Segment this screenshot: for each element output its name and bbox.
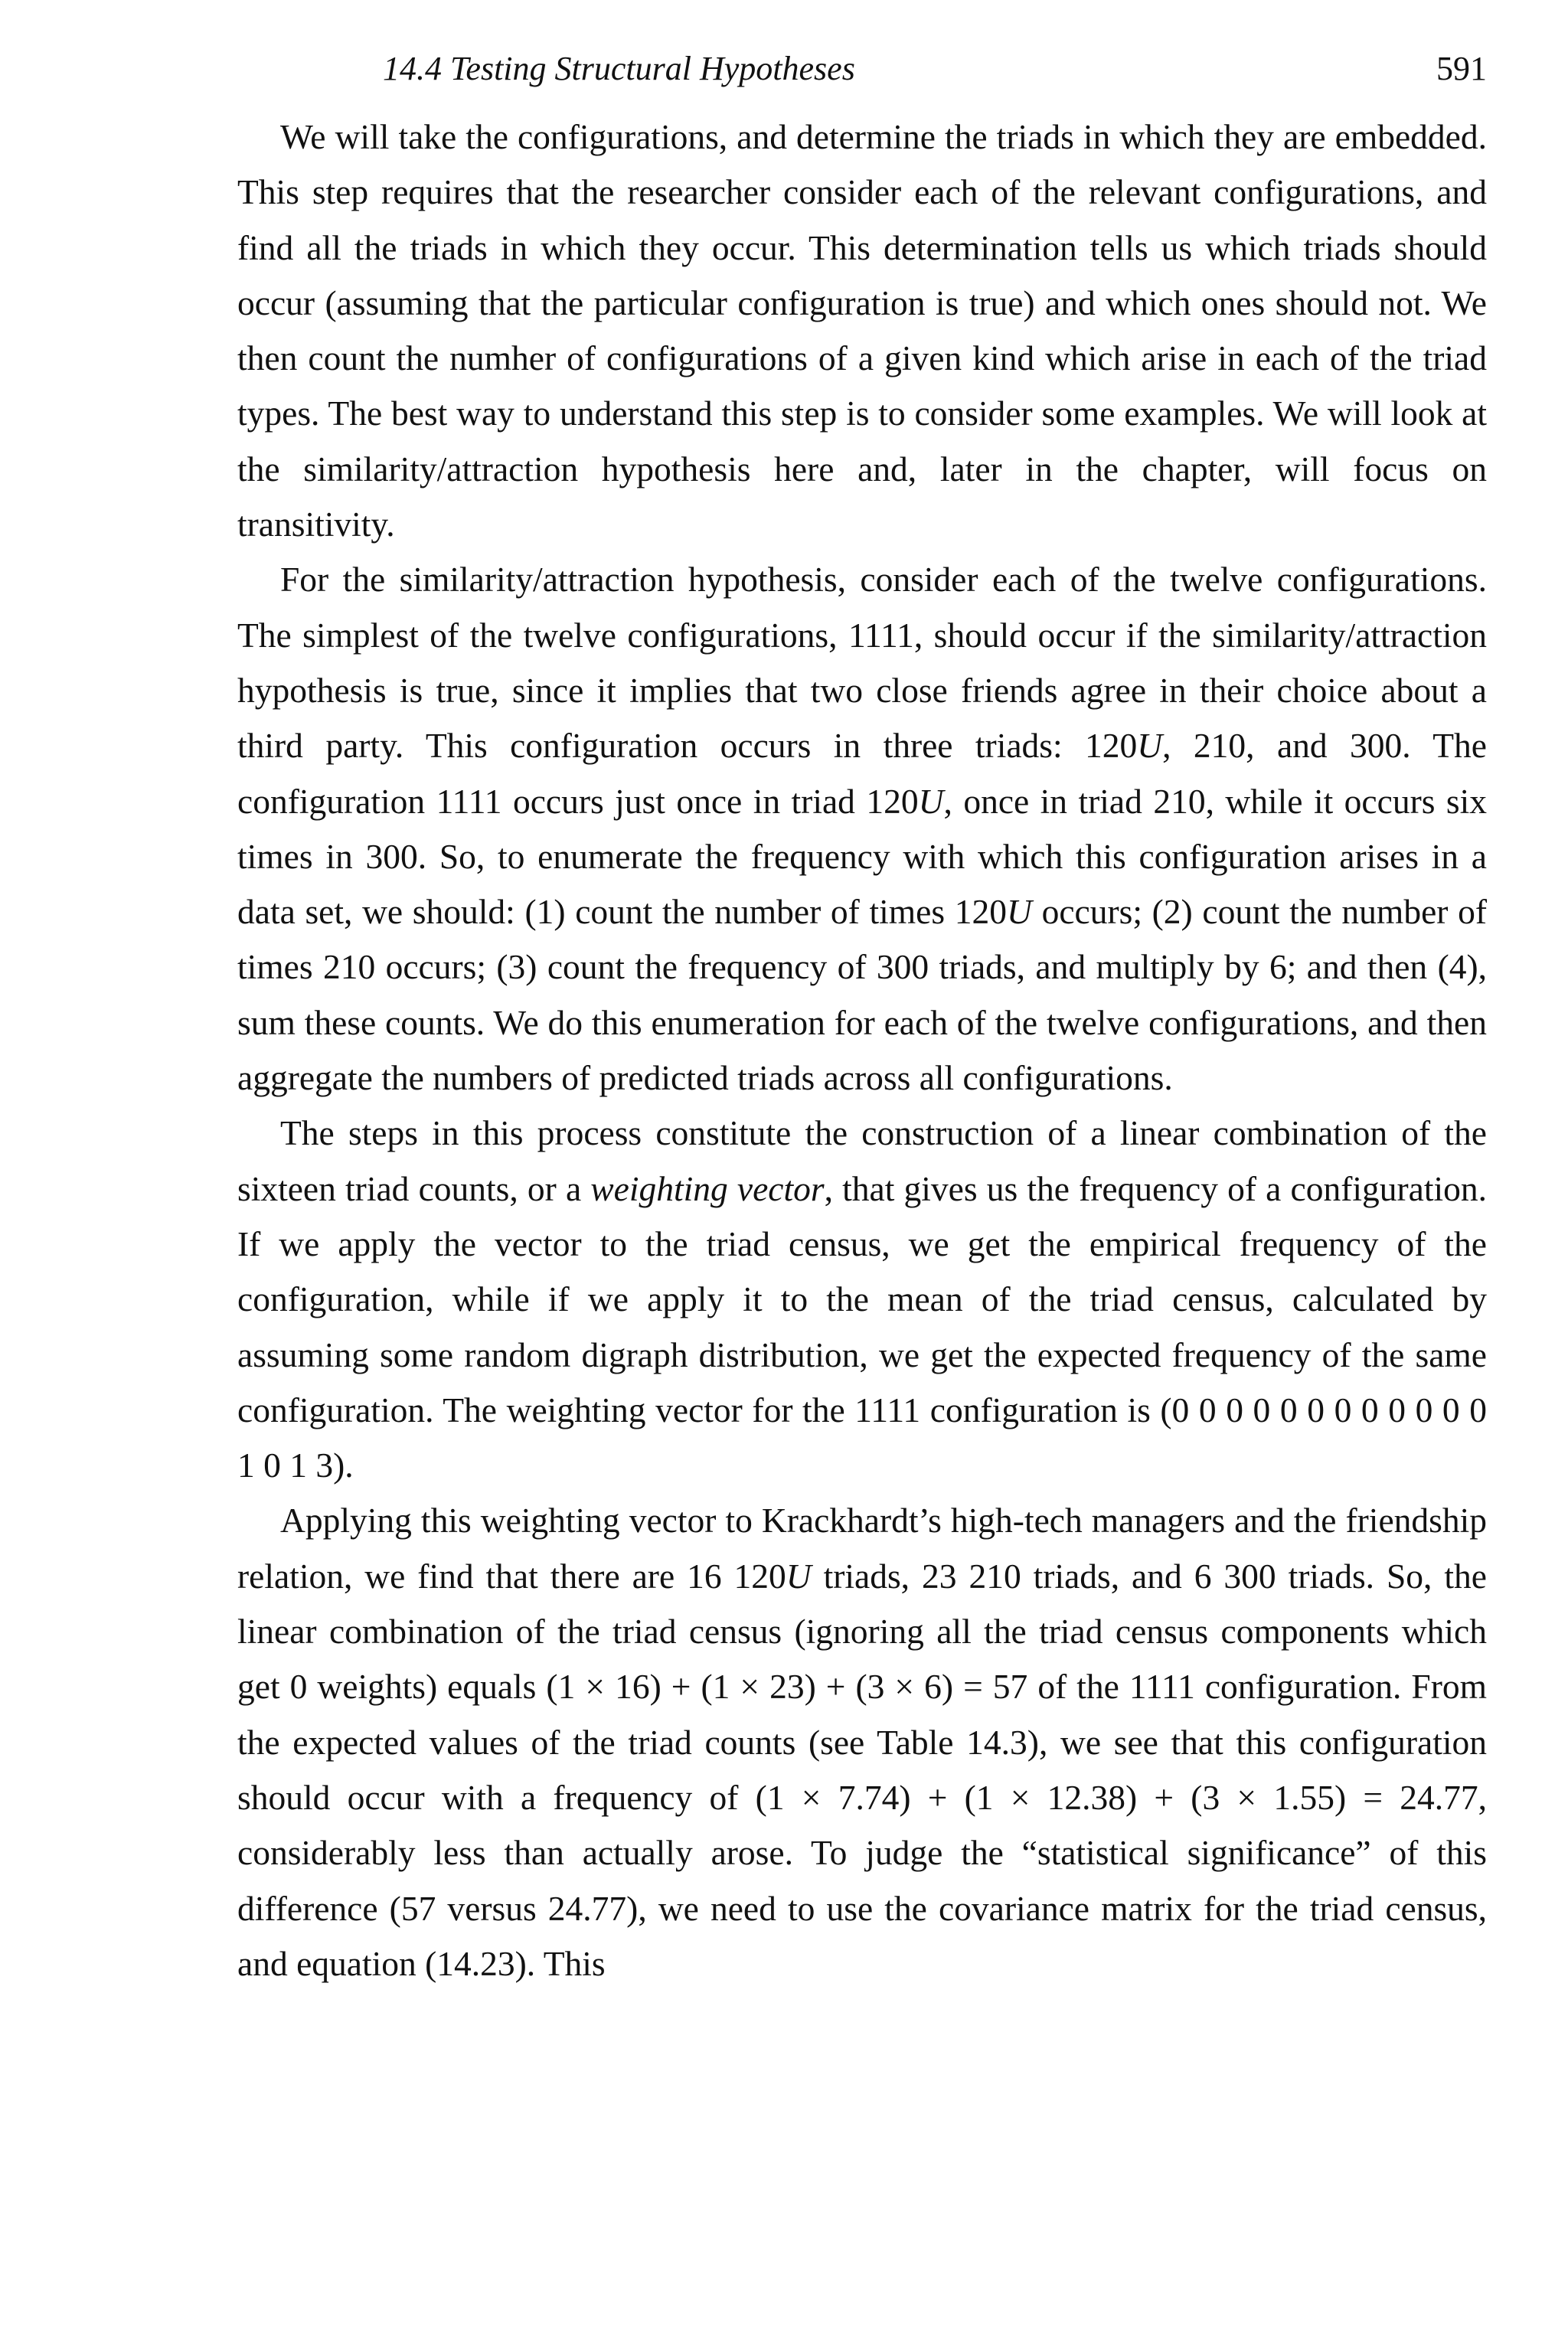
- italic-text-run: U: [786, 1556, 812, 1596]
- text-run: For the similarity/attraction hypothesis, consider each of the twelve configurations. The simplest of the twelve configurations, 1111, should occur if the similarity/attraction hypothesis is true, since it implies that two close friends agree in their choice about a third party. This configuration occurs in three triads: 120: [237, 560, 1487, 766]
- running-head: [237, 42, 1487, 96]
- italic-text-run: U: [1137, 726, 1163, 766]
- running-title: 14.4 Testing Structural Hypotheses: [383, 50, 855, 87]
- text-run: , that gives us the frequency of a configuration. If we apply the vector to the triad census, we get the empirical frequency of the configuration, while if we apply it to the mean of the triad census, calculated by assuming some random digraph distribution, we get the expected frequency of the same configuration. The weighting vector for the 1111 configuration is (0 0 0 0 0 0 0 0 0 0 0 0 1 0 1 3).: [237, 1168, 1488, 1485]
- text-run: , once in triad 210, while it occurs six times in 300. So, to enumerate the frequency with which this configuration arises in a data set, we should: (1) count the number of times 120: [237, 781, 1487, 932]
- page-number: 591: [1436, 50, 1487, 87]
- italic-text-run: U: [918, 781, 944, 821]
- text-run: We will take the configurations, and determine the triads in which they are embedded. This step requires that the researcher consider each of the relevant configurations, and find all the triads in which they occur. This determination tells us which triads should occur (assuming that the particular configuration is true) and which ones should not. We then count the numher of configurations of a given kind which arise in each of the triad types. The best way to understand this step is to consider some examples. We will look at the similarity/attraction hypothesis here and, later in the chapter, will focus on transitivity.: [237, 117, 1487, 544]
- italic-text-run: weighting vector: [590, 1168, 825, 1208]
- text-run: occurs; (2) count the number of times 210 occurs; (3) count the frequency of 300 triads, and multiply by 6; and then (4), sum these counts. We do this enumeration for each of the twelve configurations, and then aggregate the numbers of predicted triads across all configurations.: [237, 892, 1487, 1098]
- book-page: [237, 42, 1487, 1991]
- text-run: , 210, and 300. The configuration 1111 occurs just once in triad 120: [237, 726, 1487, 821]
- paragraph-1: [237, 109, 1487, 552]
- text-run: The steps in this process constitute the construction of a linear combination of the sixteen triad counts, or a: [237, 1113, 1487, 1208]
- italic-text-run: U: [1007, 892, 1032, 932]
- paragraph-2: [237, 552, 1487, 1106]
- paragraph-4: [237, 1493, 1487, 1991]
- paragraph-3: [237, 1106, 1487, 1493]
- text-run: Applying this weighting vector to Krackhardt’s high-tech managers and the friendship relation, we find that there are 16 120: [237, 1501, 1487, 1596]
- body-text: [237, 109, 1487, 1991]
- text-run: triads, 23 210 triads, and 6 300 triads. So, the linear combination of the triad census (ignoring all the triad census components which get 0 weights) equals (1 × 16) + (1 × 23) + (3 × 6) = 57 of the 1111 configuration. From the expected values of the triad counts (see Table 14.3), we see that this configuration should occur with a frequency of (1 × 7.74) + (1 × 12.38) + (3 × 1.55) = 24.77, considerably less than actually arose. To judge the “statistical significance” of this difference (57 versus 24.77), we need to use the covariance matrix for the triad census, and equation (14.23). This: [237, 1556, 1487, 1983]
